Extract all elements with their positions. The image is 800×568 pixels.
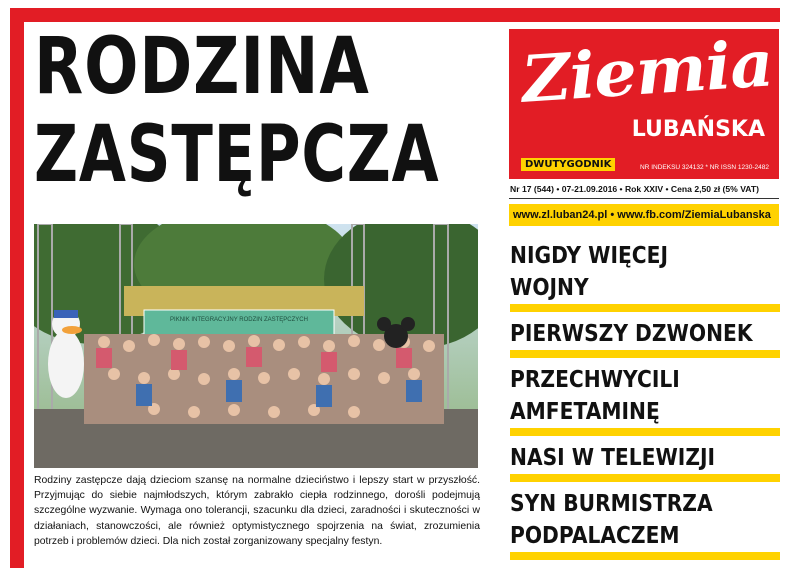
issue-divider	[509, 198, 779, 199]
story-teaser[interactable]	[510, 488, 780, 560]
story-line: WOJNY	[510, 275, 589, 301]
red-left-border	[10, 8, 24, 568]
story-line: PRZECHWYCILI	[510, 367, 680, 393]
story-line: NIGDY WIĘCEJ	[510, 243, 669, 269]
index-info: NR INDEKSU 324132 * NR ISSN 1230-2482	[640, 164, 769, 171]
photo-caption: Rodziny zastępcze dają dzieciom szansę na normalne dzieciństwo i lepszy start w przyszłość. Przyjmując do siebie najmłodszych, którym zabrakło ciepła rodzinnego, dorośli podejmują szczególne wyzwanie. Wymaga ono tolerancji, szacunku dla dzieci, zaradności i skuteczności w działaniach, stanowczości, ale również optymistycznego spojrzenia na świat, zrozumienia potrzeb i problemów dzieci. Dla nich został zorganizowany specjalny festyn.	[34, 475, 480, 547]
story-teaser[interactable]	[510, 318, 780, 358]
story-teaser[interactable]	[510, 364, 780, 436]
masthead-brand: Ziemia	[519, 26, 776, 118]
story-line: PIERWSZY DZWONEK	[510, 321, 753, 347]
banner-text: PIKNIK INTEGRACYJNY RODZIN ZASTĘPCZYCH	[170, 317, 308, 323]
story-teasers	[510, 240, 780, 566]
frequency-badge: DWUTYGODNIK	[521, 158, 615, 171]
website-links[interactable]: www.zl.luban24.pl • www.fb.com/ZiemiaLubanska	[509, 204, 779, 226]
red-top-border	[10, 8, 780, 22]
story-line: SYN BURMISTRZA	[510, 491, 713, 517]
story-line: AMFETAMINĘ	[510, 399, 660, 425]
main-headline[interactable]	[34, 22, 484, 200]
story-teaser[interactable]	[510, 442, 780, 482]
headline-line-1: RODZINA	[34, 22, 370, 112]
story-teaser[interactable]	[510, 240, 780, 312]
masthead-logo[interactable]	[509, 26, 779, 179]
story-line: PODPALACZEM	[510, 523, 680, 549]
headline-line-2: ZASTĘPCZA	[34, 110, 440, 200]
story-line: NASI W TELEWIZJI	[510, 445, 716, 471]
masthead-subtitle: LUBAŃSKA	[631, 117, 765, 142]
group-photo	[34, 224, 478, 468]
group-photo-illustration	[34, 224, 478, 468]
issue-info: Nr 17 (544) • 07-21.09.2016 • Rok XXIV • Cena 2,50 zł (5% VAT)	[510, 184, 759, 194]
